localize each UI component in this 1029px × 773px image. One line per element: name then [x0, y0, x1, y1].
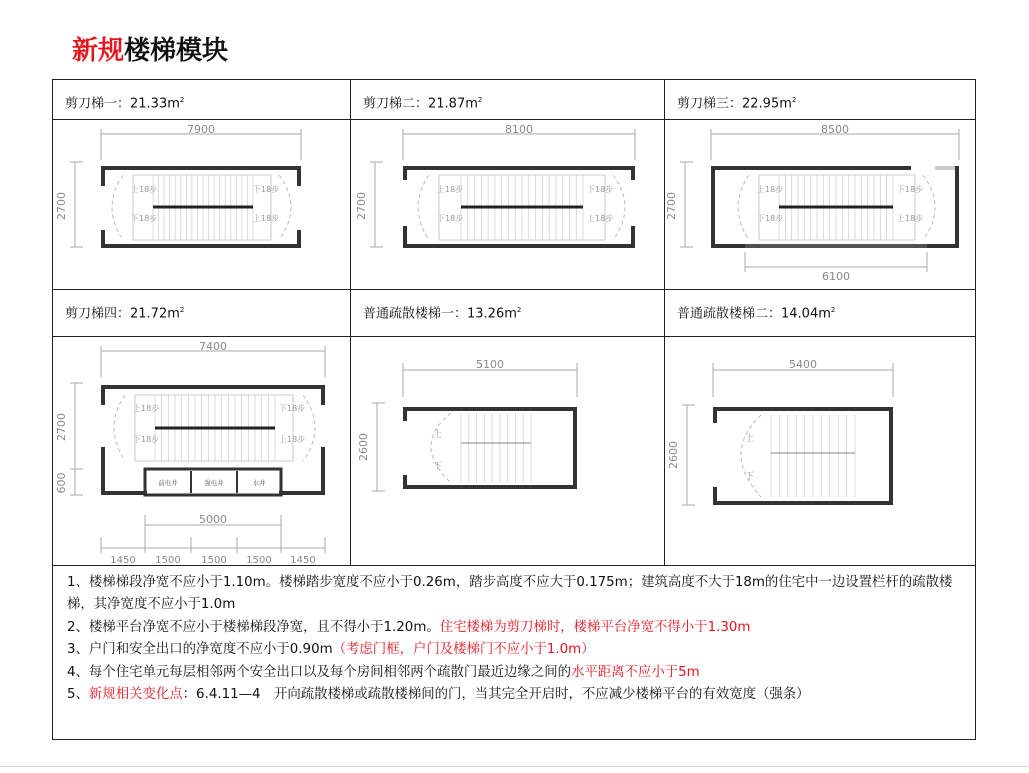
cell-4-label: 剪刀梯四：21.72m — [65, 306, 180, 322]
label-cell-6: 普通疏散楼梯二：$14.04m^2$ — [665, 290, 976, 337]
drawing-cell-3 — [665, 120, 976, 290]
drawing-cell-4 — [53, 337, 351, 566]
svg-text:2700: 2700 — [355, 192, 368, 220]
drawing-cell-2 — [351, 120, 665, 290]
svg-text:下18步: 下18步 — [133, 435, 160, 444]
svg-text:下18步: 下18步 — [253, 185, 280, 194]
note-3: 3、户门和安全出口的净宽度不应小于0.90m（考虑门框，户门及楼梯门不应小于1.0m） — [67, 642, 595, 658]
note-2: 2、楼梯平台净宽不应小于楼梯梯段净宽，且不得小于1.20m。住宅楼梯为剪刀梯时，楼梯平台净宽不得小于1.30m — [67, 619, 751, 635]
svg-text:1500: 1500 — [246, 555, 272, 565]
svg-text:上: 上 — [745, 434, 755, 444]
svg-text:6100: 6100 — [822, 270, 850, 283]
svg-text:下18步: 下18步 — [131, 214, 158, 223]
note-4: 4、每个住宅单元每层相邻两个安全出口以及每个房间相邻两个疏散门最近边缘之间的水平距离不应小于5m — [67, 664, 700, 680]
svg-text:1450: 1450 — [290, 555, 316, 565]
label-cell-4: 剪刀梯四：$21.72m^2$ — [53, 290, 351, 337]
svg-text:前电井: 前电井 — [158, 479, 178, 487]
svg-text:下: 下 — [745, 472, 755, 482]
svg-text:2600: 2600 — [357, 433, 370, 461]
stair-table — [52, 79, 976, 566]
svg-text:上18步: 上18步 — [757, 185, 784, 194]
drawing-cell-6 — [665, 337, 976, 566]
svg-text:2700: 2700 — [665, 192, 678, 220]
svg-text:下18步: 下18步 — [757, 214, 784, 223]
cell-6-label: 普通疏散楼梯二：14.04m — [677, 306, 831, 322]
svg-text:上18步: 上18步 — [587, 214, 614, 223]
label-cell-2: 剪刀梯二：$21.87m^2$ — [351, 80, 665, 120]
bottom-divider — [0, 766, 1029, 767]
svg-text:1500: 1500 — [155, 555, 181, 565]
page-title — [72, 30, 228, 67]
drawing-cell-1 — [53, 120, 351, 290]
label-cell-1: 剪刀梯一：$21.33m^2$ — [53, 80, 351, 120]
svg-text:上18步: 上18步 — [279, 435, 306, 444]
svg-text:2700: 2700 — [55, 413, 68, 441]
cell-3-label: 剪刀梯三：22.95m — [677, 96, 792, 112]
title-stair-module: 楼梯模块 — [124, 36, 229, 66]
dim-width: 7900 — [187, 123, 215, 136]
cell-1-label: 剪刀梯一：21.33m — [65, 96, 180, 112]
svg-text:2600: 2600 — [667, 441, 680, 469]
svg-text:上18步: 上18步 — [133, 404, 160, 413]
svg-text:1450: 1450 — [110, 555, 136, 565]
scissor-stair-1-plan — [53, 120, 350, 289]
scissor-stair-3-plan — [665, 120, 976, 289]
svg-text:5400: 5400 — [789, 358, 817, 371]
note-1: 1、楼梯梯段净宽不应小于1.10m。楼梯踏步宽度不应小于0.26m，踏步高度不应大于0.175m；建筑高度不大于18m的住宅中一边设置栏杆的疏散楼梯，其净宽度不应小于1.0m — [67, 575, 953, 613]
svg-text:上18步: 上18步 — [253, 214, 280, 223]
svg-text:8100: 8100 — [505, 123, 533, 136]
svg-text:下18步: 下18步 — [279, 404, 306, 413]
svg-text:7400: 7400 — [199, 340, 227, 353]
svg-text:强电井: 强电井 — [204, 479, 224, 487]
label-cell-3: 剪刀梯三：$22.95m^2$ — [665, 80, 976, 120]
scissor-stair-4-plan — [53, 337, 350, 565]
note-5: 5、新规相关变化点：6.4.11—4 开向疏散楼梯或疏散楼梯间的门，当其完全开启时，不应减少楼梯平台的有效宽度（强条） — [67, 687, 810, 703]
svg-text:600: 600 — [55, 472, 68, 494]
dim-height: 2700 — [55, 192, 68, 220]
svg-text:8500: 8500 — [821, 123, 849, 136]
scissor-stair-2-plan — [351, 120, 664, 289]
svg-text:5100: 5100 — [476, 358, 504, 371]
evacuation-stair-2-plan — [665, 337, 976, 565]
svg-text:下: 下 — [433, 462, 443, 472]
svg-text:上18步: 上18步 — [437, 185, 464, 194]
cell-2-label: 剪刀梯二：21.87m — [363, 96, 478, 112]
evacuation-stair-1-plan — [351, 337, 664, 565]
svg-text:下18步: 下18步 — [587, 185, 614, 194]
notes-panel — [52, 566, 976, 740]
svg-text:1500: 1500 — [201, 555, 227, 565]
svg-text:下18步: 下18步 — [897, 185, 924, 194]
svg-text:下18步: 下18步 — [437, 214, 464, 223]
label-cell-5: 普通疏散楼梯一：$13.26m^2$ — [351, 290, 665, 337]
drawing-cell-5 — [351, 337, 665, 566]
title-new-rule: 新规 — [72, 36, 125, 66]
svg-text:5000: 5000 — [199, 513, 227, 526]
svg-text:上18步: 上18步 — [897, 214, 924, 223]
svg-text:上: 上 — [433, 430, 443, 440]
svg-text:上18步: 上18步 — [131, 185, 158, 194]
svg-text:水井: 水井 — [252, 479, 266, 487]
cell-5-label: 普通疏散楼梯一：13.26m — [363, 306, 517, 322]
